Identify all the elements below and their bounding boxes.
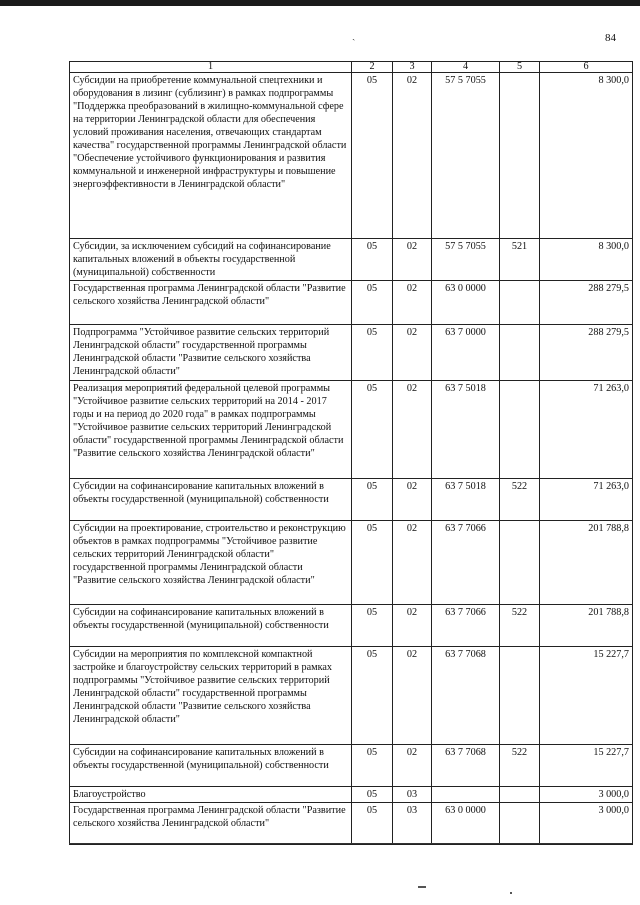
expense-type-cell: 522: [500, 745, 540, 787]
column-header: 1: [70, 62, 352, 73]
column-header: 4: [432, 62, 500, 73]
amount-cell: 3 000,0: [540, 803, 633, 845]
expense-type-cell: [500, 381, 540, 479]
expense-type-cell: 521: [500, 239, 540, 281]
table-row: [70, 239, 633, 281]
expense-type-cell: [500, 73, 540, 239]
section-code-cell: 05: [352, 521, 393, 605]
column-header: 6: [540, 62, 633, 73]
column-header: 2: [352, 62, 393, 73]
subsection-code-cell: 02: [393, 325, 432, 381]
section-code-cell: 05: [352, 325, 393, 381]
amount-cell: 288 279,5: [540, 281, 633, 325]
subsection-code-cell: 02: [393, 647, 432, 745]
scan-top-bar: [0, 0, 640, 6]
target-article-cell: 63 7 7068: [432, 647, 500, 745]
table-row: [70, 479, 633, 521]
column-header: 5: [500, 62, 540, 73]
expense-type-cell: [500, 647, 540, 745]
target-article-cell: 57 5 7055: [432, 73, 500, 239]
table-row: [70, 745, 633, 787]
section-code-cell: 05: [352, 605, 393, 647]
subsection-code-cell: 03: [393, 803, 432, 845]
section-code-cell: 05: [352, 745, 393, 787]
subsection-code-cell: 03: [393, 787, 432, 803]
subsection-code-cell: 02: [393, 479, 432, 521]
expense-type-cell: 522: [500, 605, 540, 647]
row-name-cell: Государственная программа Ленинградской области "Развитие сельского хозяйства Ленинградской области": [70, 803, 352, 845]
subsection-code-cell: 02: [393, 605, 432, 647]
expense-type-cell: [500, 281, 540, 325]
amount-cell: 71 263,0: [540, 479, 633, 521]
target-article-cell: 63 0 0000: [432, 803, 500, 845]
amount-cell: 3 000,0: [540, 787, 633, 803]
row-name-cell: Благоустройство: [70, 787, 352, 803]
section-code-cell: 05: [352, 381, 393, 479]
expense-type-cell: [500, 521, 540, 605]
target-article-cell: 63 7 7068: [432, 745, 500, 787]
expense-type-cell: [500, 325, 540, 381]
expense-type-cell: [500, 787, 540, 803]
subsection-code-cell: 02: [393, 521, 432, 605]
table-row: [70, 73, 633, 239]
expense-type-cell: [500, 803, 540, 845]
scan-speck: [418, 886, 426, 888]
row-name-cell: Субсидии на софинансирование капитальных вложений в объекты государственной (муниципальной) собственности: [70, 605, 352, 647]
table-bottom-line: [69, 843, 632, 844]
amount-cell: 288 279,5: [540, 325, 633, 381]
table-header-row: [70, 62, 633, 73]
subsection-code-cell: 02: [393, 73, 432, 239]
row-name-cell: Субсидии, за исключением субсидий на софинансирование капитальных вложений в объекты государственной (муниципальной) собственности: [70, 239, 352, 281]
table-row: [70, 605, 633, 647]
target-article-cell: 63 7 5018: [432, 381, 500, 479]
subsection-code-cell: 02: [393, 381, 432, 479]
table-row: [70, 325, 633, 381]
amount-cell: 201 788,8: [540, 521, 633, 605]
table-row: [70, 787, 633, 803]
page-number: 84: [605, 32, 616, 44]
target-article-cell: [432, 787, 500, 803]
table-row: [70, 281, 633, 325]
amount-cell: 15 227,7: [540, 647, 633, 745]
table-row: [70, 381, 633, 479]
amount-cell: 201 788,8: [540, 605, 633, 647]
row-name-cell: Субсидии на софинансирование капитальных вложений в объекты государственной (муниципальной) собственности: [70, 479, 352, 521]
subsection-code-cell: 02: [393, 281, 432, 325]
table-row: [70, 647, 633, 745]
row-name-cell: Субсидии на приобретение коммунальной спецтехники и оборудования в лизинг (сублизинг) в рамках подпрограммы "Поддержка преобразований в жилищно-коммунальной сфере на территории Ленинградской области для обеспечения условий проживания населения, отвечающих стандартам качества" государственной программы Ленинградской области "Обеспечение устойчивого функционирования и развития коммунальной и инженерной инфраструктуры и повышение энергоэффективности в Ленинградской области": [70, 73, 352, 239]
target-article-cell: 63 0 0000: [432, 281, 500, 325]
row-name-cell: Субсидии на софинансирование капитальных вложений в объекты государственной (муниципальной) собственности: [70, 745, 352, 787]
budget-table: [69, 61, 633, 845]
section-code-cell: 05: [352, 803, 393, 845]
target-article-cell: 63 7 7066: [432, 605, 500, 647]
section-code-cell: 05: [352, 281, 393, 325]
row-name-cell: Государственная программа Ленинградской области "Развитие сельского хозяйства Ленинградской области": [70, 281, 352, 325]
subsection-code-cell: 02: [393, 745, 432, 787]
section-code-cell: 05: [352, 239, 393, 281]
scan-speck: [510, 892, 512, 894]
row-name-cell: Субсидии на проектирование, строительство и реконструкцию объектов в рамках подпрограммы "Устойчивое развитие сельских территорий Ленинградской области" государственной программы Ленинградской области "Развитие сельского хозяйства Ленинградской области": [70, 521, 352, 605]
amount-cell: 8 300,0: [540, 73, 633, 239]
table-row: [70, 521, 633, 605]
section-code-cell: 05: [352, 647, 393, 745]
section-code-cell: 05: [352, 787, 393, 803]
amount-cell: 71 263,0: [540, 381, 633, 479]
amount-cell: 15 227,7: [540, 745, 633, 787]
column-header: 3: [393, 62, 432, 73]
target-article-cell: 63 7 0000: [432, 325, 500, 381]
target-article-cell: 63 7 7066: [432, 521, 500, 605]
scan-mark: ˎ: [352, 30, 356, 41]
expense-type-cell: 522: [500, 479, 540, 521]
table-row: [70, 803, 633, 845]
row-name-cell: Подпрограмма "Устойчивое развитие сельских территорий Ленинградской области" государственной программы Ленинградской области "Развитие сельского хозяйства Ленинградской области": [70, 325, 352, 381]
target-article-cell: 57 5 7055: [432, 239, 500, 281]
section-code-cell: 05: [352, 479, 393, 521]
target-article-cell: 63 7 5018: [432, 479, 500, 521]
row-name-cell: Реализация мероприятий федеральной целевой программы "Устойчивое развитие сельских территорий на 2014 - 2017 годы и на период до 2020 года" в рамках подпрограммы "Устойчивое развитие сельских территорий Ленинградской области" государственной программы Ленинградской области "Развитие сельского хозяйства Ленинградской области": [70, 381, 352, 479]
section-code-cell: 05: [352, 73, 393, 239]
amount-cell: 8 300,0: [540, 239, 633, 281]
row-name-cell: Субсидии на мероприятия по комплексной компактной застройке и благоустройству сельских территорий в рамках подпрограммы "Устойчивое развитие сельских территорий Ленинградской области" государственной программы Ленинградской области "Развитие сельского хозяйства Ленинградской области": [70, 647, 352, 745]
subsection-code-cell: 02: [393, 239, 432, 281]
